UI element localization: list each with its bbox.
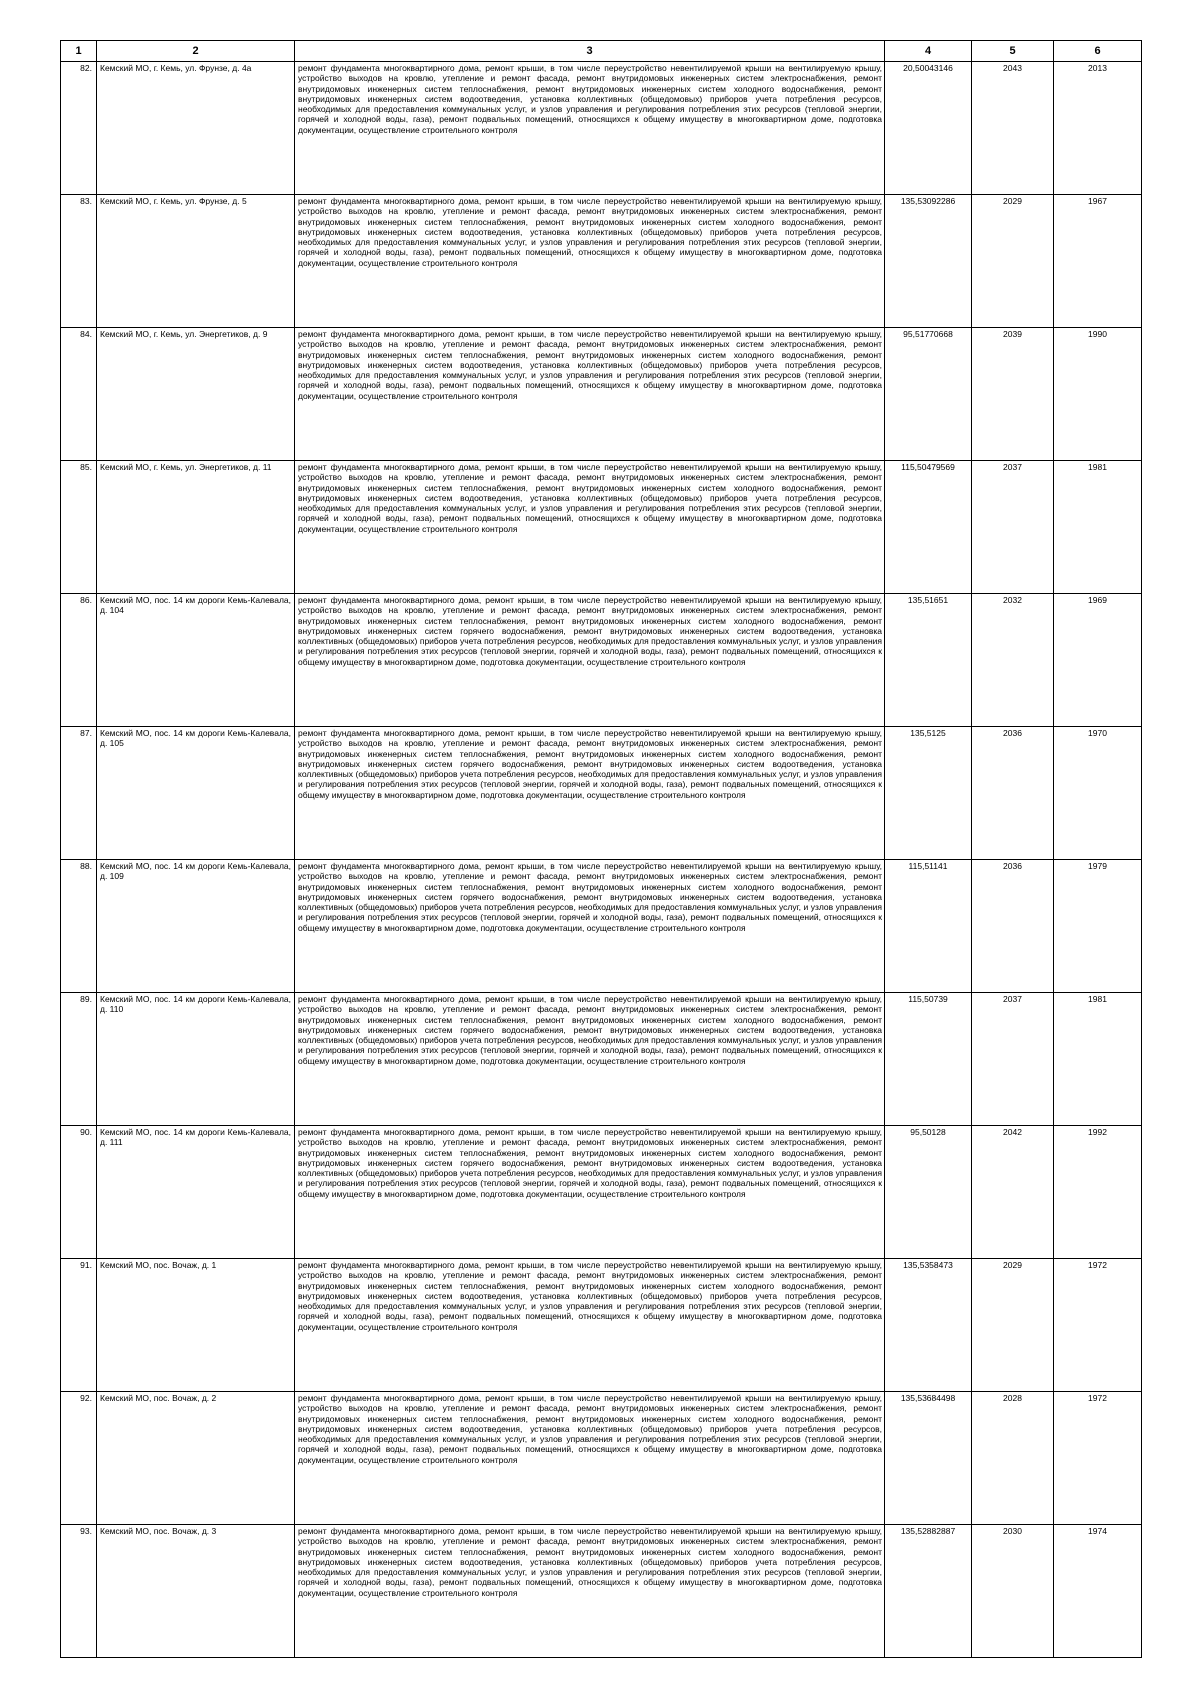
works-cell: ремонт фундамента многоквартирного дома, ремонт крыши, в том числе переустройство невентилируемой крыши на вентилируемую крышу, устройство выходов на кровлю, утепление и ремонт фасада, ремонт внутридомовых инженерных систем электроснабжения, ремонт внутридомовых инженерных систем теплоснабжения, ремонт внутридомовых инженерных систем холодного водоснабжения, ремонт внутридомовых инженерных систем водоотведения, установка коллективных (общедомовых) приборов учета потребления ресурсов, необходимых для предоставления коммунальных услуг, и узлов управления и регулирования потребления этих ресурсов (тепловой энергии, горячей и холодной воды, газа), ремонт подвальных помещений, относящихся к общему имуществу в многоквартирном доме, подготовка документации, осуществление строительного контроля — [295, 461, 885, 594]
address-cell: Кемский МО, пос. 14 км дороги Кемь-Калевала, д. 104 — [97, 594, 295, 727]
row-number: 91. — [61, 1259, 97, 1392]
works-cell: ремонт фундамента многоквартирного дома, ремонт крыши, в том числе переустройство невентилируемой крыши на вентилируемую крышу, устройство выходов на кровлю, утепление и ремонт фасада, ремонт внутридомовых инженерных систем электроснабжения, ремонт внутридомовых инженерных систем теплоснабжения, ремонт внутридомовых инженерных систем холодного водоснабжения, ремонт внутридомовых инженерных систем горячего водоснабжения, ремонт внутридомовых инженерных систем водоотведения, установка коллективных (общедомовых) приборов учета потребления ресурсов, необходимых для предоставления коммунальных услуг, и узлов управления и регулирования потребления этих ресурсов (тепловой энергии, горячей и холодной воды, газа), ремонт подвальных помещений, относящихся к общему имуществу в многоквартирном доме, подготовка документации, осуществление строительного контроля — [295, 993, 885, 1126]
table-row — [61, 195, 1142, 328]
column-header: 5 — [972, 41, 1054, 62]
address-cell: Кемский МО, г. Кемь, ул. Энергетиков, д. 9 — [97, 328, 295, 461]
table-row — [61, 1392, 1142, 1525]
built-year-cell: 2013 — [1054, 62, 1142, 195]
works-cell: ремонт фундамента многоквартирного дома, ремонт крыши, в том числе переустройство невентилируемой крыши на вентилируемую крышу, устройство выходов на кровлю, утепление и ремонт фасада, ремонт внутридомовых инженерных систем электроснабжения, ремонт внутридомовых инженерных систем теплоснабжения, ремонт внутридомовых инженерных систем холодного водоснабжения, ремонт внутридомовых инженерных систем водоотведения, установка коллективных (общедомовых) приборов учета потребления ресурсов, необходимых для предоставления коммунальных услуг, и узлов управления и регулирования потребления этих ресурсов (тепловой энергии, горячей и холодной воды, газа), ремонт подвальных помещений, относящихся к общему имуществу в многоквартирном доме, подготовка документации, осуществление строительного контроля — [295, 328, 885, 461]
cost-cell: 135,53092286 — [885, 195, 972, 328]
table-row — [61, 993, 1142, 1126]
row-number: 90. — [61, 1126, 97, 1259]
table-row — [61, 1259, 1142, 1392]
planned-year-cell: 2036 — [972, 727, 1054, 860]
table-row — [61, 860, 1142, 993]
row-number: 87. — [61, 727, 97, 860]
works-cell: ремонт фундамента многоквартирного дома, ремонт крыши, в том числе переустройство невентилируемой крыши на вентилируемую крышу, устройство выходов на кровлю, утепление и ремонт фасада, ремонт внутридомовых инженерных систем электроснабжения, ремонт внутридомовых инженерных систем теплоснабжения, ремонт внутридомовых инженерных систем холодного водоснабжения, ремонт внутридомовых инженерных систем водоотведения, установка коллективных (общедомовых) приборов учета потребления ресурсов, необходимых для предоставления коммунальных услуг, и узлов управления и регулирования потребления этих ресурсов (тепловой энергии, горячей и холодной воды, газа), ремонт подвальных помещений, относящихся к общему имуществу в многоквартирном доме, подготовка документации, осуществление строительного контроля — [295, 1392, 885, 1525]
address-cell: Кемский МО, г. Кемь, ул. Фрунзе, д. 5 — [97, 195, 295, 328]
planned-year-cell: 2028 — [972, 1392, 1054, 1525]
works-cell: ремонт фундамента многоквартирного дома, ремонт крыши, в том числе переустройство невентилируемой крыши на вентилируемую крышу, устройство выходов на кровлю, утепление и ремонт фасада, ремонт внутридомовых инженерных систем электроснабжения, ремонт внутридомовых инженерных систем теплоснабжения, ремонт внутридомовых инженерных систем холодного водоснабжения, ремонт внутридомовых инженерных систем водоотведения, установка коллективных (общедомовых) приборов учета потребления ресурсов, необходимых для предоставления коммунальных услуг, и узлов управления и регулирования потребления этих ресурсов (тепловой энергии, горячей и холодной воды, газа), ремонт подвальных помещений, относящихся к общему имуществу в многоквартирном доме, подготовка документации, осуществление строительного контроля — [295, 62, 885, 195]
built-year-cell: 1981 — [1054, 461, 1142, 594]
works-cell: ремонт фундамента многоквартирного дома, ремонт крыши, в том числе переустройство невентилируемой крыши на вентилируемую крышу, устройство выходов на кровлю, утепление и ремонт фасада, ремонт внутридомовых инженерных систем электроснабжения, ремонт внутридомовых инженерных систем теплоснабжения, ремонт внутридомовых инженерных систем холодного водоснабжения, ремонт внутридомовых инженерных систем водоотведения, установка коллективных (общедомовых) приборов учета потребления ресурсов, необходимых для предоставления коммунальных услуг, и узлов управления и регулирования потребления этих ресурсов (тепловой энергии, горячей и холодной воды, газа), ремонт подвальных помещений, относящихся к общему имуществу в многоквартирном доме, подготовка документации, осуществление строительного контроля — [295, 195, 885, 328]
column-header: 4 — [885, 41, 972, 62]
planned-year-cell: 2032 — [972, 594, 1054, 727]
built-year-cell: 1972 — [1054, 1259, 1142, 1392]
cost-cell: 95,50128 — [885, 1126, 972, 1259]
address-cell: Кемский МО, пос. 14 км дороги Кемь-Калевала, д. 110 — [97, 993, 295, 1126]
address-cell: Кемский МО, г. Кемь, ул. Фрунзе, д. 4а — [97, 62, 295, 195]
address-cell: Кемский МО, пос. 14 км дороги Кемь-Калевала, д. 105 — [97, 727, 295, 860]
works-cell: ремонт фундамента многоквартирного дома, ремонт крыши, в том числе переустройство невентилируемой крыши на вентилируемую крышу, устройство выходов на кровлю, утепление и ремонт фасада, ремонт внутридомовых инженерных систем электроснабжения, ремонт внутридомовых инженерных систем теплоснабжения, ремонт внутридомовых инженерных систем холодного водоснабжения, ремонт внутридомовых инженерных систем горячего водоснабжения, ремонт внутридомовых инженерных систем водоотведения, установка коллективных (общедомовых) приборов учета потребления ресурсов, необходимых для предоставления коммунальных услуг, и узлов управления и регулирования потребления этих ресурсов (тепловой энергии, горячей и холодной воды, газа), ремонт подвальных помещений, относящихся к общему имуществу в многоквартирном доме, подготовка документации, осуществление строительного контроля — [295, 727, 885, 860]
address-cell: Кемский МО, пос. Вочаж, д. 3 — [97, 1525, 295, 1658]
built-year-cell: 1992 — [1054, 1126, 1142, 1259]
row-number: 83. — [61, 195, 97, 328]
table-row — [61, 328, 1142, 461]
cost-cell: 135,53684498 — [885, 1392, 972, 1525]
cost-cell: 135,5125 — [885, 727, 972, 860]
cost-cell: 115,51141 — [885, 860, 972, 993]
row-number: 86. — [61, 594, 97, 727]
table-row — [61, 727, 1142, 860]
works-cell: ремонт фундамента многоквартирного дома, ремонт крыши, в том числе переустройство невентилируемой крыши на вентилируемую крышу, устройство выходов на кровлю, утепление и ремонт фасада, ремонт внутридомовых инженерных систем электроснабжения, ремонт внутридомовых инженерных систем теплоснабжения, ремонт внутридомовых инженерных систем холодного водоснабжения, ремонт внутридомовых инженерных систем горячего водоснабжения, ремонт внутридомовых инженерных систем водоотведения, установка коллективных (общедомовых) приборов учета потребления ресурсов, необходимых для предоставления коммунальных услуг, и узлов управления и регулирования потребления этих ресурсов (тепловой энергии, горячей и холодной воды, газа), ремонт подвальных помещений, относящихся к общему имуществу в многоквартирном доме, подготовка документации, осуществление строительного контроля — [295, 1126, 885, 1259]
works-cell: ремонт фундамента многоквартирного дома, ремонт крыши, в том числе переустройство невентилируемой крыши на вентилируемую крышу, устройство выходов на кровлю, утепление и ремонт фасада, ремонт внутридомовых инженерных систем электроснабжения, ремонт внутридомовых инженерных систем теплоснабжения, ремонт внутридомовых инженерных систем холодного водоснабжения, ремонт внутридомовых инженерных систем водоотведения, установка коллективных (общедомовых) приборов учета потребления ресурсов, необходимых для предоставления коммунальных услуг, и узлов управления и регулирования потребления этих ресурсов (тепловой энергии, горячей и холодной воды, газа), ремонт подвальных помещений, относящихся к общему имуществу в многоквартирном доме, подготовка документации, осуществление строительного контроля — [295, 1525, 885, 1658]
planned-year-cell: 2037 — [972, 993, 1054, 1126]
planned-year-cell: 2037 — [972, 461, 1054, 594]
column-header: 3 — [295, 41, 885, 62]
row-number: 85. — [61, 461, 97, 594]
planned-year-cell: 2036 — [972, 860, 1054, 993]
address-cell: Кемский МО, г. Кемь, ул. Энергетиков, д. 11 — [97, 461, 295, 594]
header-row — [61, 41, 1142, 62]
cost-cell: 115,50479569 — [885, 461, 972, 594]
address-cell: Кемский МО, пос. Вочаж, д. 1 — [97, 1259, 295, 1392]
column-header: 1 — [61, 41, 97, 62]
cost-cell: 135,52882887 — [885, 1525, 972, 1658]
table-row — [61, 1525, 1142, 1658]
planned-year-cell: 2043 — [972, 62, 1054, 195]
planned-year-cell: 2039 — [972, 328, 1054, 461]
table-row — [61, 1126, 1142, 1259]
cost-cell: 135,5358473 — [885, 1259, 972, 1392]
built-year-cell: 1969 — [1054, 594, 1142, 727]
cost-cell: 20,50043146 — [885, 62, 972, 195]
address-cell: Кемский МО, пос. Вочаж, д. 2 — [97, 1392, 295, 1525]
row-number: 89. — [61, 993, 97, 1126]
table-row — [61, 594, 1142, 727]
works-cell: ремонт фундамента многоквартирного дома, ремонт крыши, в том числе переустройство невентилируемой крыши на вентилируемую крышу, устройство выходов на кровлю, утепление и ремонт фасада, ремонт внутридомовых инженерных систем электроснабжения, ремонт внутридомовых инженерных систем теплоснабжения, ремонт внутридомовых инженерных систем холодного водоснабжения, ремонт внутридомовых инженерных систем водоотведения, установка коллективных (общедомовых) приборов учета потребления ресурсов, необходимых для предоставления коммунальных услуг, и узлов управления и регулирования потребления этих ресурсов (тепловой энергии, горячей и холодной воды, газа), ремонт подвальных помещений, относящихся к общему имуществу в многоквартирном доме, подготовка документации, осуществление строительного контроля — [295, 1259, 885, 1392]
cost-cell: 95,51770668 — [885, 328, 972, 461]
row-number: 84. — [61, 328, 97, 461]
row-number: 92. — [61, 1392, 97, 1525]
built-year-cell: 1974 — [1054, 1525, 1142, 1658]
planned-year-cell: 2030 — [972, 1525, 1054, 1658]
cost-cell: 115,50739 — [885, 993, 972, 1126]
document-page — [60, 40, 1141, 1658]
works-cell: ремонт фундамента многоквартирного дома, ремонт крыши, в том числе переустройство невентилируемой крыши на вентилируемую крышу, устройство выходов на кровлю, утепление и ремонт фасада, ремонт внутридомовых инженерных систем электроснабжения, ремонт внутридомовых инженерных систем теплоснабжения, ремонт внутридомовых инженерных систем холодного водоснабжения, ремонт внутридомовых инженерных систем горячего водоснабжения, ремонт внутридомовых инженерных систем водоотведения, установка коллективных (общедомовых) приборов учета потребления ресурсов, необходимых для предоставления коммунальных услуг, и узлов управления и регулирования потребления этих ресурсов (тепловой энергии, горячей и холодной воды, газа), ремонт подвальных помещений, относящихся к общему имуществу в многоквартирном доме, подготовка документации, осуществление строительного контроля — [295, 594, 885, 727]
column-header: 6 — [1054, 41, 1142, 62]
works-cell: ремонт фундамента многоквартирного дома, ремонт крыши, в том числе переустройство невентилируемой крыши на вентилируемую крышу, устройство выходов на кровлю, утепление и ремонт фасада, ремонт внутридомовых инженерных систем электроснабжения, ремонт внутридомовых инженерных систем теплоснабжения, ремонт внутридомовых инженерных систем холодного водоснабжения, ремонт внутридомовых инженерных систем горячего водоснабжения, ремонт внутридомовых инженерных систем водоотведения, установка коллективных (общедомовых) приборов учета потребления ресурсов, необходимых для предоставления коммунальных услуг, и узлов управления и регулирования потребления этих ресурсов (тепловой энергии, горячей и холодной воды, газа), ремонт подвальных помещений, относящихся к общему имуществу в многоквартирном доме, подготовка документации, осуществление строительного контроля — [295, 860, 885, 993]
row-number: 82. — [61, 62, 97, 195]
table-row — [61, 461, 1142, 594]
built-year-cell: 1981 — [1054, 993, 1142, 1126]
address-cell: Кемский МО, пос. 14 км дороги Кемь-Калевала, д. 109 — [97, 860, 295, 993]
row-number: 93. — [61, 1525, 97, 1658]
built-year-cell: 1979 — [1054, 860, 1142, 993]
built-year-cell: 1972 — [1054, 1392, 1142, 1525]
column-header: 2 — [97, 41, 295, 62]
planned-year-cell: 2042 — [972, 1126, 1054, 1259]
table-row — [61, 62, 1142, 195]
built-year-cell: 1967 — [1054, 195, 1142, 328]
built-year-cell: 1990 — [1054, 328, 1142, 461]
address-cell: Кемский МО, пос. 14 км дороги Кемь-Калевала, д. 111 — [97, 1126, 295, 1259]
row-number: 88. — [61, 860, 97, 993]
repair-schedule-table — [60, 40, 1142, 1658]
cost-cell: 135,51651 — [885, 594, 972, 727]
planned-year-cell: 2029 — [972, 1259, 1054, 1392]
built-year-cell: 1970 — [1054, 727, 1142, 860]
planned-year-cell: 2029 — [972, 195, 1054, 328]
